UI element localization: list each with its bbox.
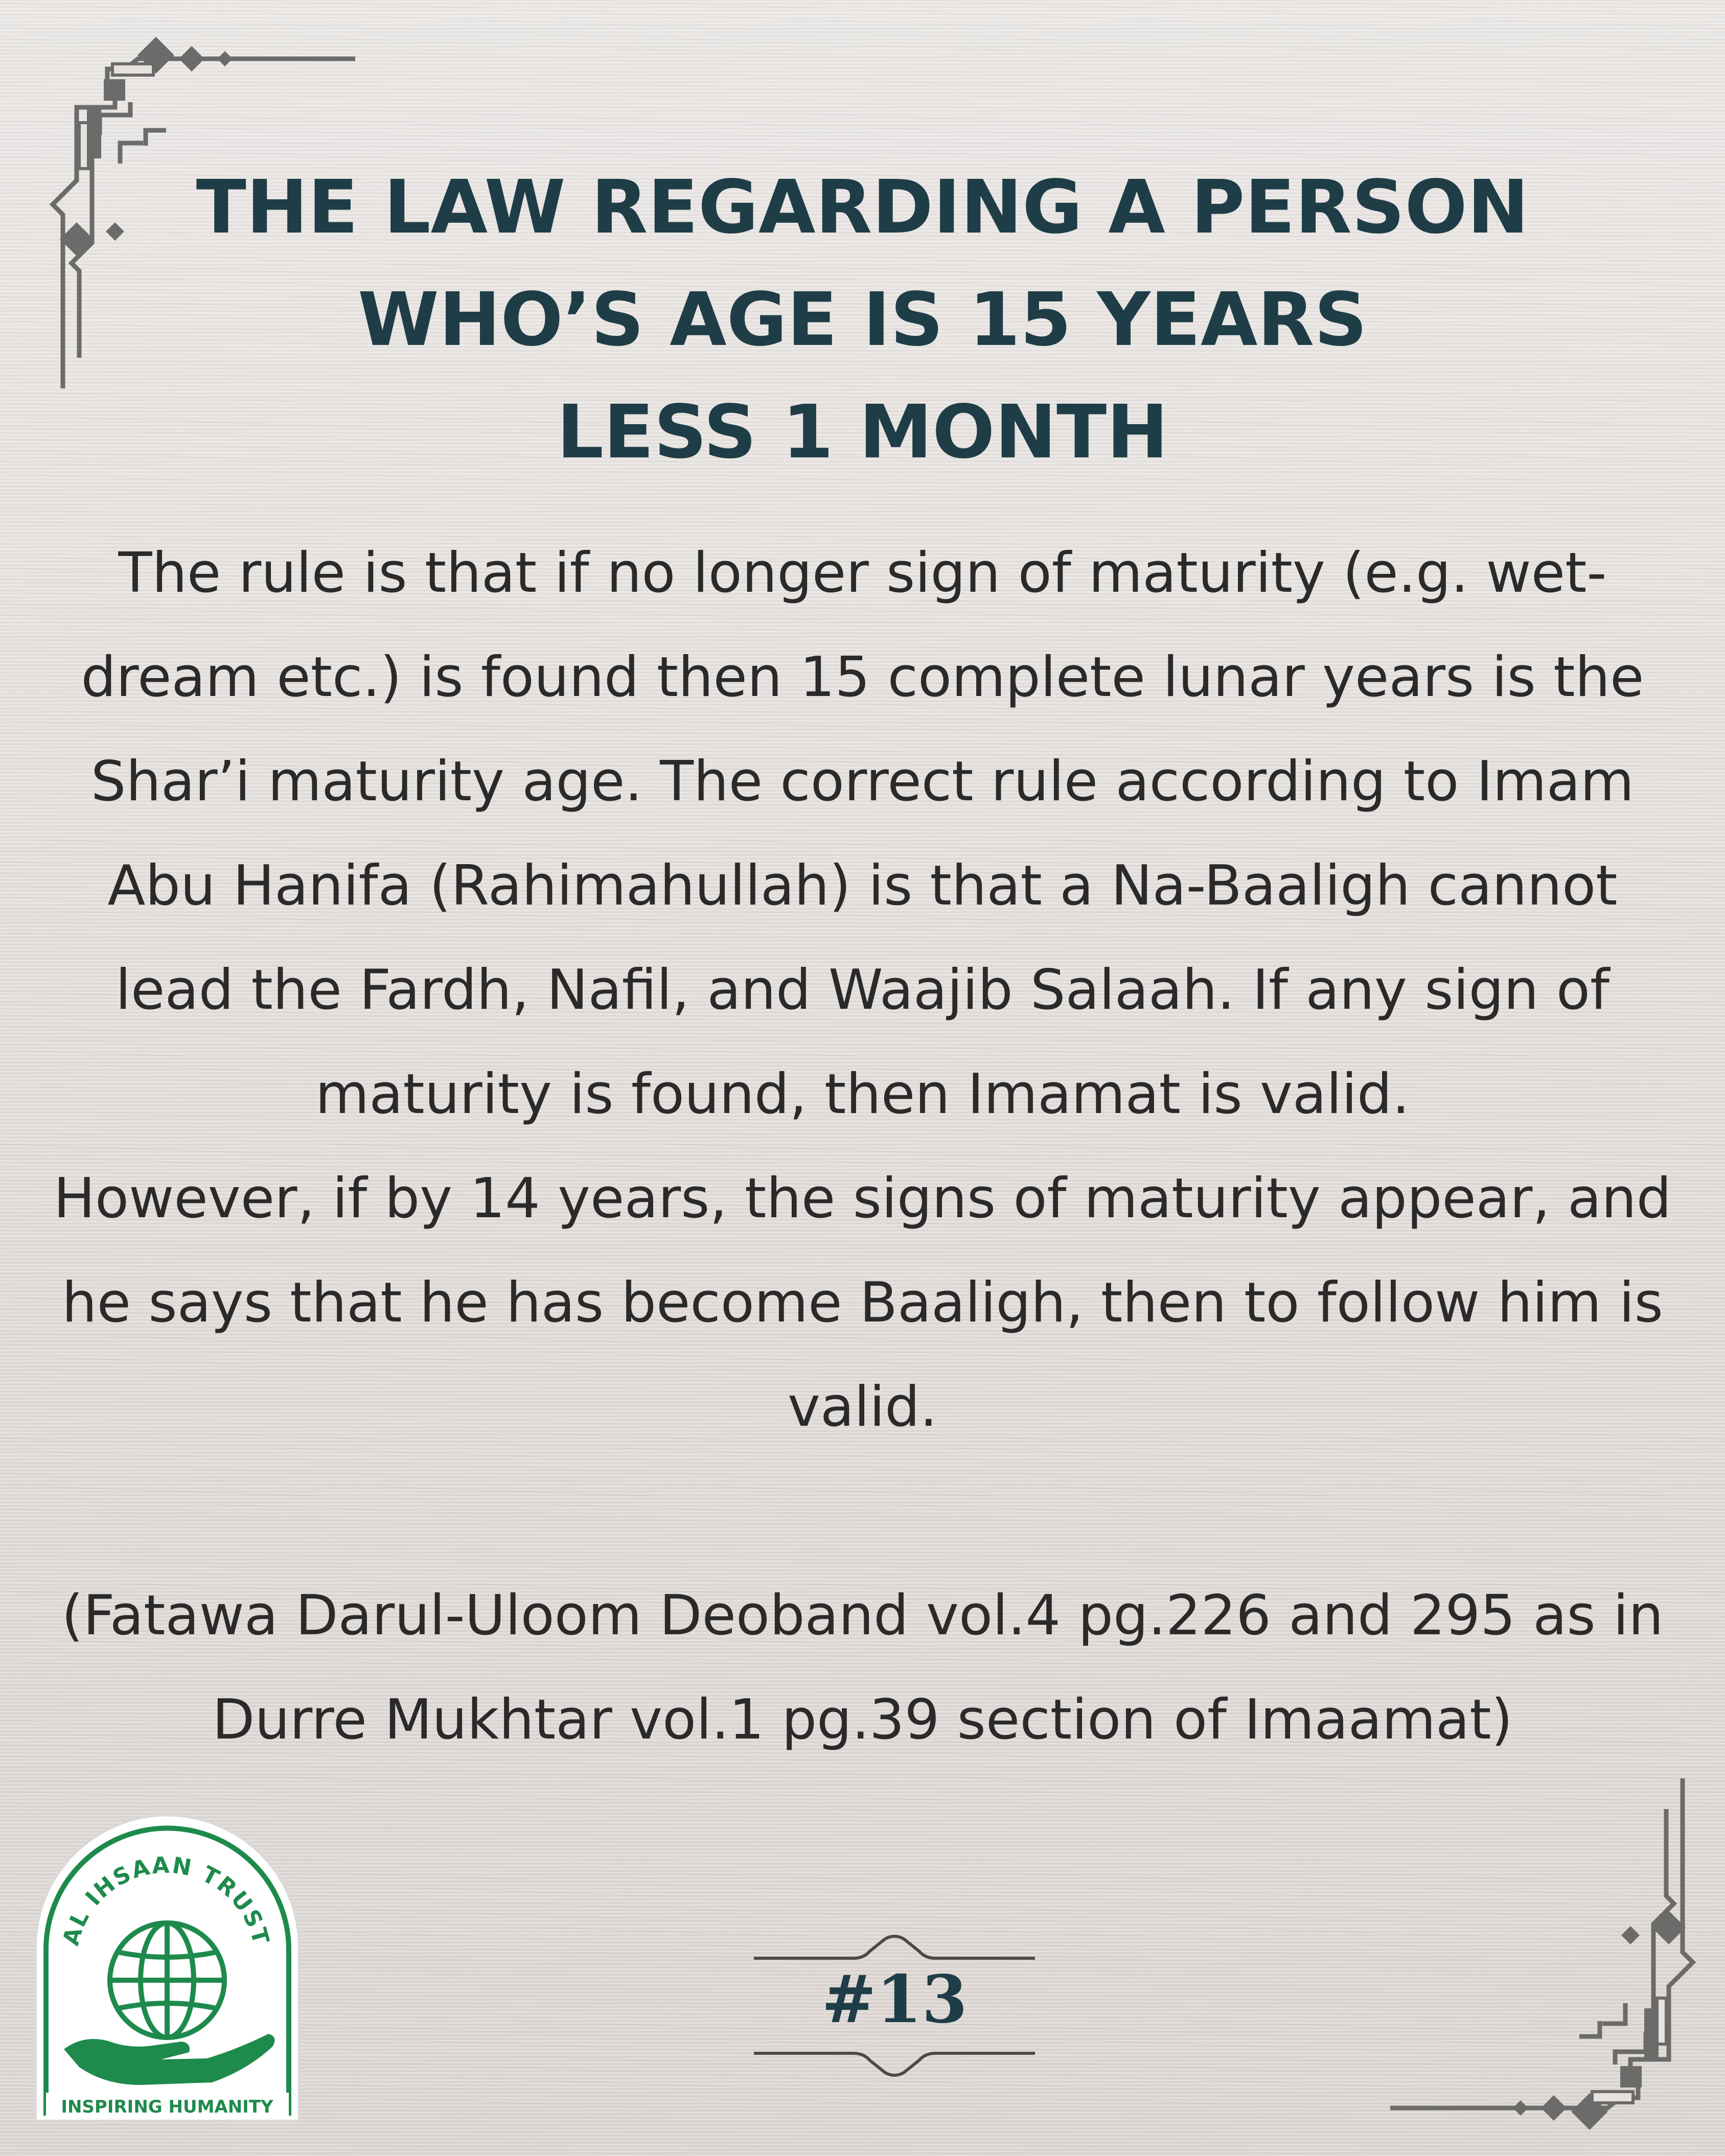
exception-paragraph: However, if by 14 years, the signs of maturity appear, and he says that he has become Baaligh, then to follow him is valid. (53, 1167, 1672, 1439)
body-text (46, 521, 1679, 1772)
corner-ornament-bottom-right (1380, 1778, 1697, 2136)
post-number: #13 (821, 1961, 968, 2038)
rule-paragraph: The rule is that if no longer sign of maturity (e.g. wet-dream etc.) is found then 15 complete lunar years is the Shar’i maturity age. The correct rule according to Imam Abu Hanifa (Rahimahullah) is that a Na-Baaligh cannot lead the Fardh, Nafil, and Waajib Salaah. If any sign of maturity is found, then Imamat is valid. (81, 541, 1644, 1126)
reference-citation: (Fatawa Darul-Uloom Deoband vol.4 pg.226 and 295 as in Durre Mukhtar vol.1 pg.39 section of Imaamat) (61, 1584, 1664, 1752)
logo-tagline-text: INSPIRING HUMANITY (61, 2097, 273, 2117)
title-line-2: WHO’S AGE IS 15 YEARS (357, 276, 1368, 362)
title-line-1: THE LAW REGARDING A PERSON (196, 164, 1529, 250)
al-ihsaan-trust-logo (28, 1809, 307, 2136)
title-line-3: LESS 1 MONTH (557, 389, 1168, 475)
page-title (0, 151, 1725, 488)
logo-name-text: AL IHSAAN TRUST (58, 1852, 274, 1949)
